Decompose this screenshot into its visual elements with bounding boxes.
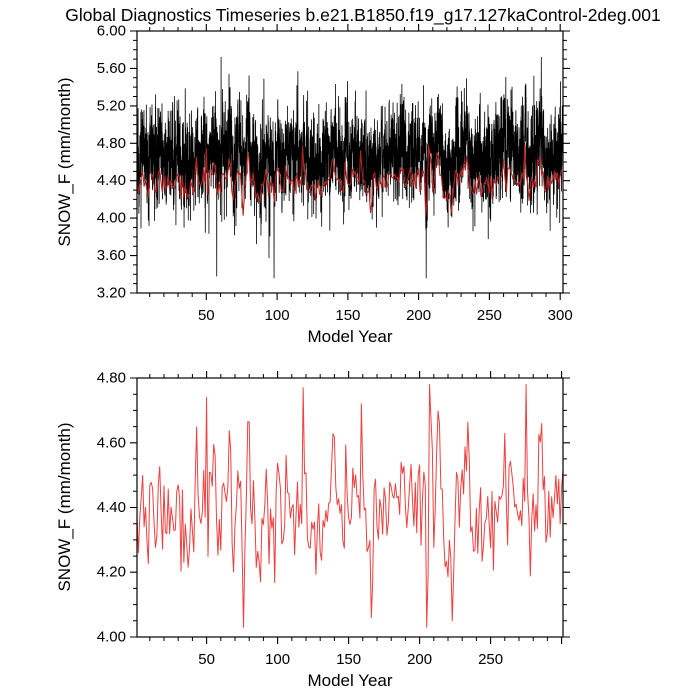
x-tick-label: 200 <box>406 307 432 324</box>
x-tick-label: 250 <box>476 307 502 324</box>
bottom-y-axis-title: SNOW_F (mm/month) <box>55 422 74 592</box>
y-tick-label: 4.60 <box>96 434 126 452</box>
x-tick-label: 300 <box>547 307 573 324</box>
x-tick-label: 150 <box>336 651 362 668</box>
y-tick-label: 3.20 <box>96 284 126 302</box>
y-tick-label: 5.20 <box>96 97 126 115</box>
page-title: Global Diagnostics Timeseries b.e21.B1850.f19_g17.127kaControl-2deg.001 <box>65 5 661 25</box>
y-tick-label: 4.80 <box>96 134 126 152</box>
plot-frame <box>137 378 563 637</box>
x-tick-label: 50 <box>198 651 215 668</box>
y-tick-label: 4.40 <box>96 499 126 516</box>
x-tick-label: 50 <box>197 307 215 324</box>
bottom-chart-annual-timeseries <box>97 370 570 669</box>
x-tick-label: 100 <box>265 651 291 668</box>
y-tick-label: 4.40 <box>96 172 126 190</box>
top-y-axis-title: SNOW_F (mm/month) <box>55 77 74 247</box>
monthly-SNOW_F-line <box>137 57 563 278</box>
minor-ticks <box>133 374 567 641</box>
x-tick-label: 150 <box>335 307 361 324</box>
bottom-x-axis-title: Model Year <box>307 671 393 690</box>
y-tick-label: 4.20 <box>96 563 126 581</box>
y-tick-label: 4.00 <box>96 209 126 227</box>
major-ticks <box>130 371 570 644</box>
top-chart-monthly-timeseries <box>97 23 573 325</box>
x-tick-label: 200 <box>407 651 433 668</box>
annual-mean-SNOW_F-line <box>137 384 563 627</box>
y-tick-label: 3.60 <box>96 247 126 265</box>
top-x-axis-title: Model Year <box>307 327 393 346</box>
x-tick-label: 100 <box>264 307 290 324</box>
x-tick-label: 250 <box>478 651 504 668</box>
y-tick-label: 5.60 <box>96 59 126 77</box>
y-tick-label: 4.80 <box>96 369 126 387</box>
y-tick-label: 4.00 <box>96 628 126 646</box>
y-tick-label: 6.00 <box>96 22 126 40</box>
